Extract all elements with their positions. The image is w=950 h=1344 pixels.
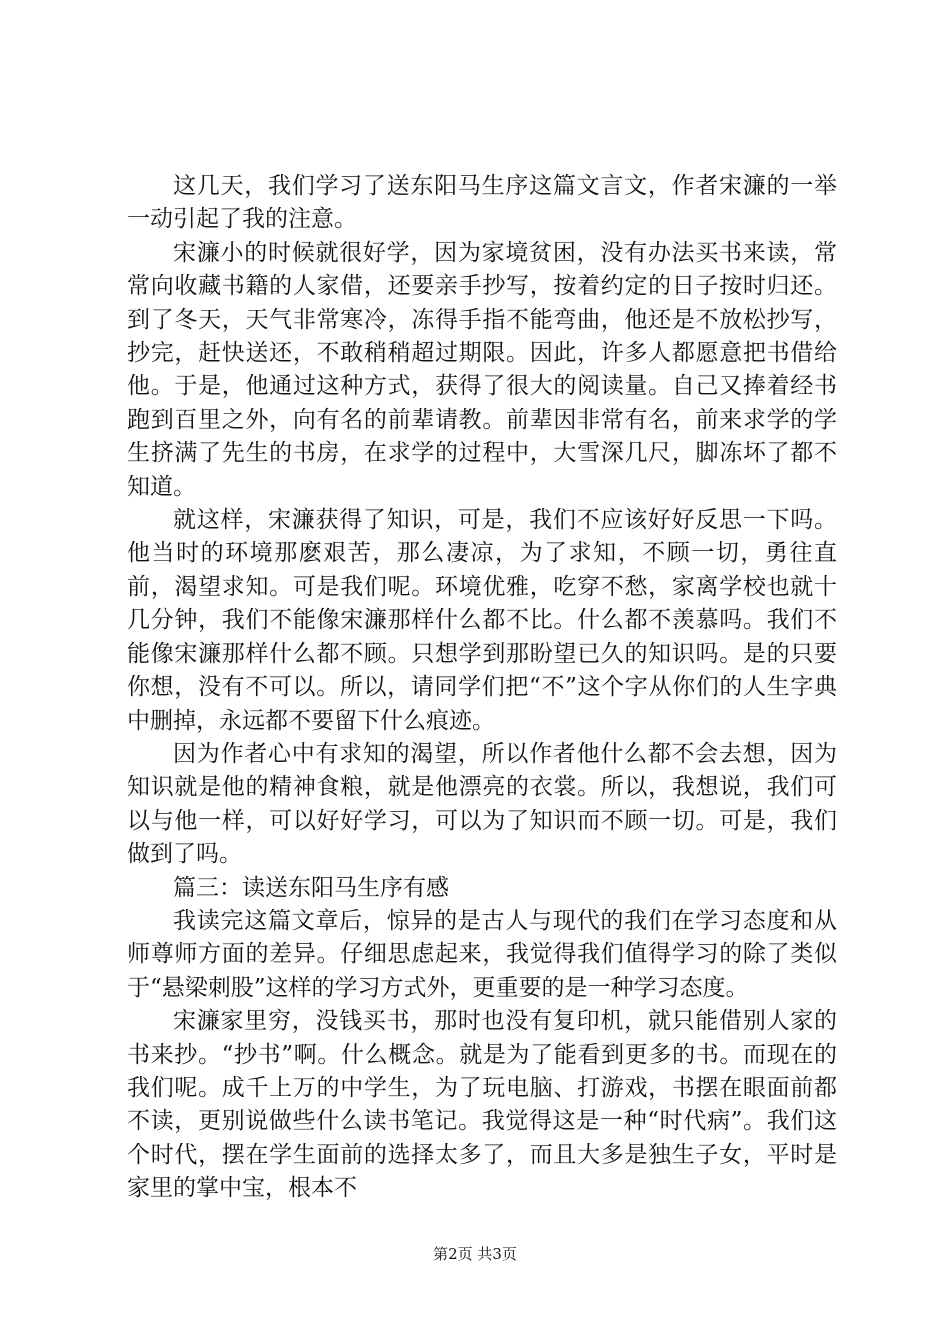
paragraph-1: 这几天，我们学习了送东阳马生序这篇文言文，作者宋濂的一举一动引起了我的注意。 bbox=[127, 173, 837, 233]
paragraph-3: 就这样，宋濂获得了知识，可是，我们不应该好好反思一下吗。他当时的环境那麽艰苦，那么凄凉，为了求知，不顾一切，勇往直前，渴望求知。可是我们呢。环境优雅，吃穿不愁，家离学校也就十几分钟，我们不能像宋濂那样什么都不比。什么都不羡慕吗。我们不能像宋濂那样什么都不顾。只想学到那盼望已久的知识吗。是的只要你想，没有不可以。所以，请同学们把“不”这个字从你们的人生字典中删掉，永远都不要留下什么痕迹。 bbox=[127, 507, 837, 734]
paragraph-4: 因为作者心中有求知的渴望，所以作者他什么都不会去想，因为知识就是他的精神食粮，就是他漂亮的衣裳。所以，我想说，我们可以与他一样，可以好好学习，可以为了知识而不顾一切。可是，我们做到了吗。 bbox=[127, 740, 837, 868]
paragraph-6: 宋濂家里穷，没钱买书，那时也没有复印机，就只能借别人家的书来抄。“抄书”啊。什么概念。就是为了能看到更多的书。而现在的我们呢。成千上万的中学生，为了玩电脑、打游戏，书摆在眼面前都不读，更别说做些什么读书笔记。我觉得这是一种“时代病”。我们这个时代，摆在学生面前的选择太多了，而且大多是独生子女，平时是家里的掌中宝，根本不 bbox=[127, 1008, 837, 1202]
section-heading: 篇三：读送东阳马生序有感 bbox=[173, 874, 449, 901]
page-number-footer: 第2页 共3页 bbox=[433, 1245, 517, 1263]
paragraph-2: 宋濂小的时候就很好学，因为家境贫困，没有办法买书来读，常常向收藏书籍的人家借，还要亲手抄写，按着约定的日子按时归还。到了冬天，天气非常寒冷，冻得手指不能弯曲，他还是不放松抄写，抄完，赶快送还，不敢稍稍超过期限。因此，许多人都愿意把书借给他。于是，他通过这种方式，获得了很大的阅读量。自己又捧着经书跑到百里之外，向有名的前辈请教。前辈因非常有名，前来求学的学生挤满了先生的书房，在求学的过程中，大雪深几尺，脚冻坏了都不知道。 bbox=[127, 239, 837, 500]
paragraph-5: 我读完这篇文章后，惊异的是古人与现代的我们在学习态度和从师尊师方面的差异。仔细思虑起来，我觉得我们值得学习的除了类似于“悬梁刺股”这样的学习方式外，更重要的是一种学习态度。 bbox=[127, 907, 837, 1001]
document-body bbox=[127, 170, 837, 1206]
